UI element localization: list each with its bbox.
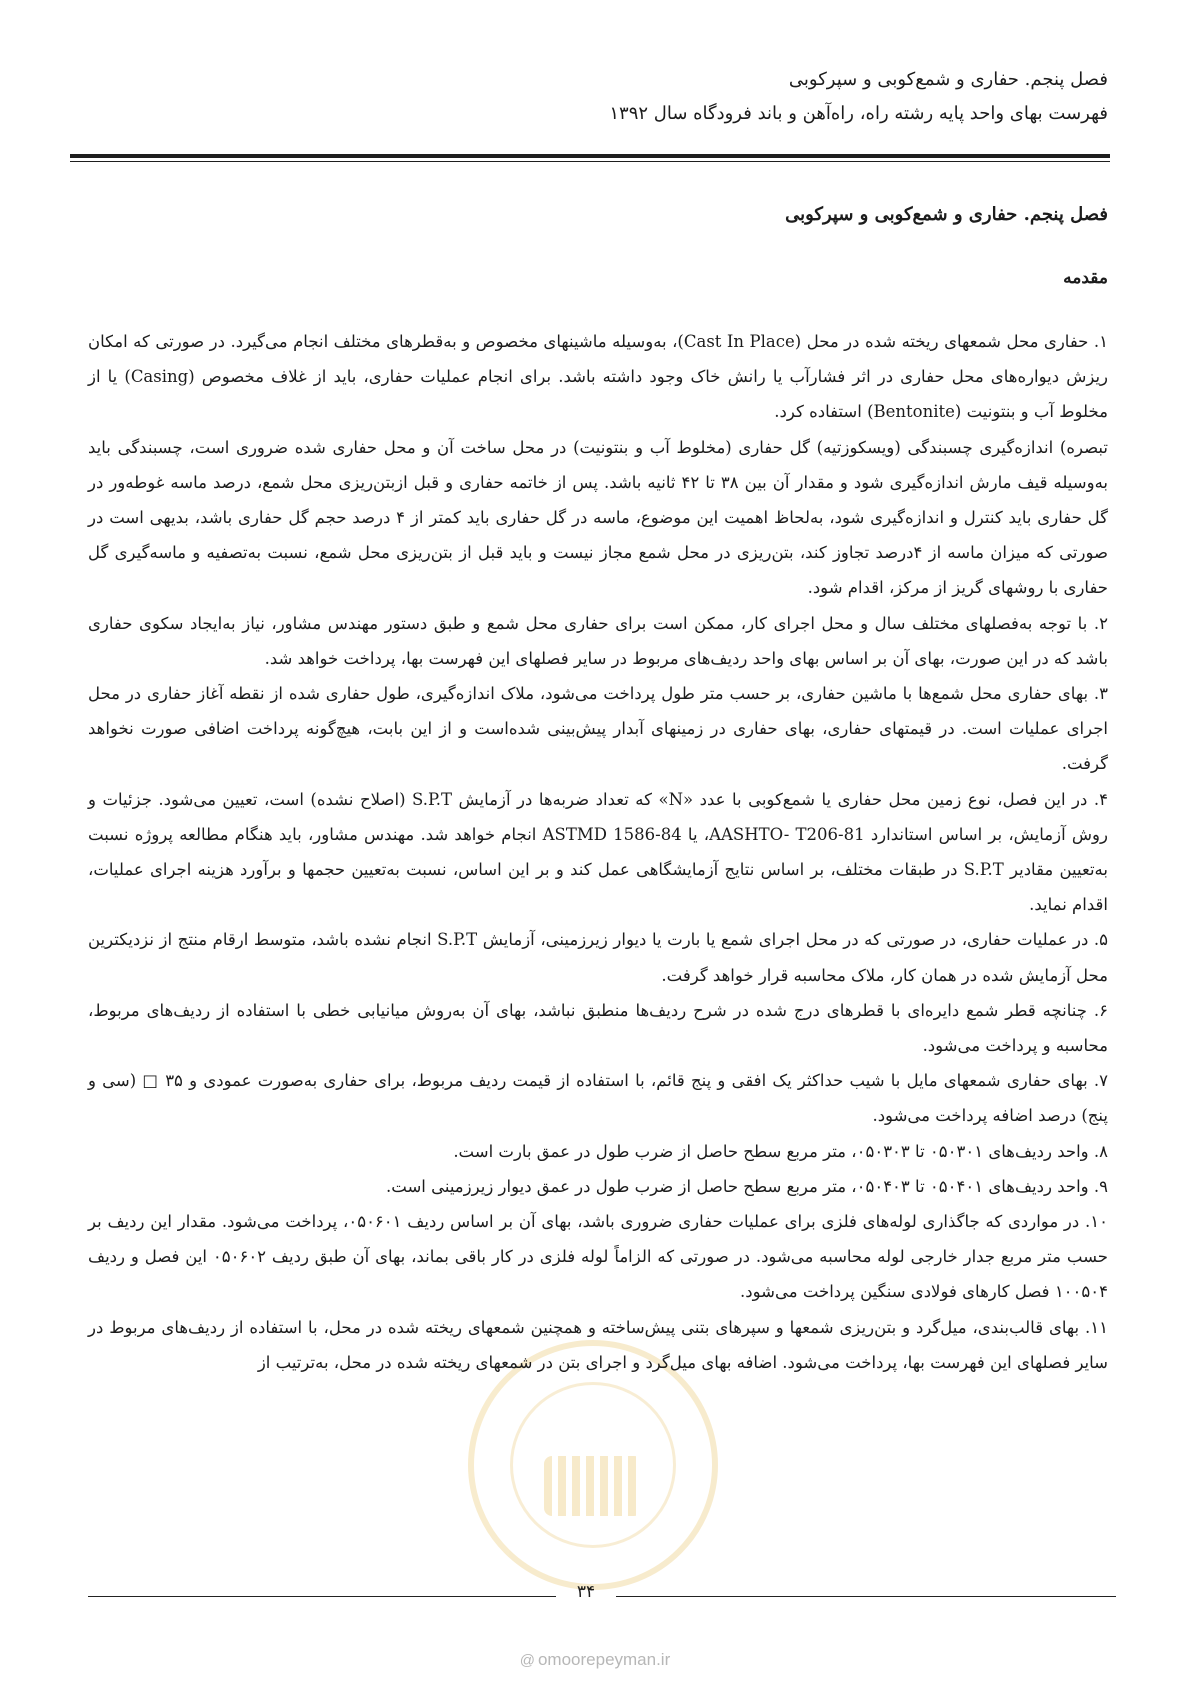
footer-rule-right <box>616 1596 1116 1597</box>
paragraph-3: ۳. بهای حفاری محل شمع‌ها با ماشین حفاری، بر حسب متر طول پرداخت می‌شود، ملاک اندازه‌گیری، طول حفاری شده از نقطه آغاز حفاری در محل اجرای عملیات است. در قیمتهای حفاری، بهای حفاری در زمینهای آبدار پیش‌بینی شده‌است و از این بابت، هیچ‌گونه پرداخت اضافی صورت نخواهد گرفت. <box>88 684 1108 774</box>
running-header-chapter: فصل پنجم. حفاری و شمع‌کوبی و سپرکوبی <box>788 69 1108 90</box>
page-number: ۳۴ <box>576 1582 596 1602</box>
chapter-title: فصل پنجم. حفاری و شمع‌کوبی و سپرکوبی <box>785 204 1108 225</box>
paragraph-11: ۱۱. بهای قالب‌بندی، میل‌گرد و بتن‌ریزی شمعها و سپرهای بتنی پیش‌ساخته و همچنین شمعهای ریخته شده در محل، با استفاده از ردیف‌های مربوط در سایر فصلهای این فهرست بها، پرداخت می‌شود. اضافه بهای میل‌گرد و اجرای بتن در شمعهای ریخته شده در محل، به‌ترتیب از <box>88 1317 1108 1372</box>
paragraph-2: ۲. با توجه به‌فصلهای مختلف سال و محل اجرای کار، ممکن است برای حفاری محل شمع و طبق دستور مهندس مشاور، نیاز به‌ایجاد سکوی حفاری باشد که در این صورت، بهای آن بر اساس بهای واحد ردیف‌های مربوط در سایر فصلهای این فهرست بها، پرداخت خواهد شد. <box>88 613 1108 668</box>
watermark-url <box>0 1650 1190 1670</box>
paragraph-note: تبصره) اندازه‌گیری چسبندگی (ویسکوزتیه) گل حفاری (مخلوط آب و بنتونیت) در محل ساخت آن و محل حفاری شده ضروری است، چسبندگی باید به‌وسیله قیف مارش اندازه‌گیری شود و مقدار آن بین ۳۸ تا ۴۲ ثانیه باشد. پس از خاتمه حفاری و قبل ازبتن‌ریزی محل شمع، درصد ماسه غوطه‌ور در گل حفاری باید کنترل و اندازه‌گیری شود، به‌لحاظ اهمیت این موضوع، ماسه در گل حفاری باید کمتر از ۴ درصد حجم گل حفاری باشد، بدیهی است در صورتی که میزان ماسه از ۴درصد تجاوز کند، بتن‌ریزی در محل شمع مجاز نیست و باید قبل از بتن‌ریزی محل شمع، نسبت به‌تصفیه و ماسه‌گیری گل حفاری با روشهای گریز از مرکز، اقدام شود. <box>88 437 1109 598</box>
running-header-list-title: فهرست بهای واحد پایه رشته راه، راه‌آهن و باند فرودگاه سال ۱۳۹۲ <box>609 103 1108 124</box>
footer-rule-left <box>88 1596 556 1597</box>
header-rule-thick <box>70 154 1110 158</box>
paragraph-5: ۵. در عملیات حفاری، در صورتی که در محل اجرای شمع یا بارت یا دیوار زیرزمینی، آزمایش S.P.T انجام نشده باشد، متوسط ارقام منتج از نزدیکترین محل آزمایش شده در همان کار، ملاک محاسبه قرار خواهد گرفت. <box>88 930 1108 985</box>
header-rule-thin <box>70 161 1110 162</box>
at-icon: @ <box>519 1652 535 1669</box>
paragraph-10: ۱۰. در مواردی که جاگذاری لوله‌های فلزی برای عملیات حفاری ضروری باشد، بهای آن بر اساس ردیف ۰۵۰۶۰۱، پرداخت می‌شود. مقدار این ردیف بر حسب متر مربع جدار خارجی لوله محاسبه می‌شود. در صورتی که الزاماً لوله فلزی در کار باقی بماند، بهای آن طبق ردیف ۰۵۰۶۰۲ این فصل و ردیف ۱۰۰۵۰۴ فصل کارهای فولادی سنگین پرداخت می‌شود. <box>88 1212 1108 1302</box>
paragraph-9: ۹. واحد ردیف‌های ۰۵۰۴۰۱ تا ۰۵۰۴۰۳، متر مربع سطح حاصل از ضرب طول در عمق دیوار زیرزمینی است. <box>386 1176 1108 1196</box>
section-heading-introduction: مقدمه <box>1063 268 1108 288</box>
paragraph-8: ۸. واحد ردیف‌های ۰۵۰۳۰۱ تا ۰۵۰۳۰۳، متر مربع سطح حاصل از ضرب طول در عمق بارت است. <box>453 1141 1108 1161</box>
paragraph-1: ۱. حفاری محل شمعهای ریخته شده در محل (Cast In Place)، به‌وسیله ماشینهای مخصوص و به‌قطرهای مختلف انجام می‌گیرد. در صورتی که امکان ریزش دیواره‌های محل حفاری در اثر فشارآب یا رانش خاک وجود داشته باشد. برای انجام عملیات حفاری، باید از غلاف مخصوص (Casing) یا از مخلوط آب و بنتونیت (Bentonite) استفاده کرد. <box>88 332 1109 422</box>
body-text <box>88 324 1108 1380</box>
paragraph-7: ۷. بهای حفاری شمعهای مایل با شیب حداکثر یک افقی و پنج قائم، با استفاده از قیمت ردیف مربوط، برای حفاری به‌صورت عمودی و ۳۵ □ (سی و پنج) درصد اضافه پرداخت می‌شود. <box>88 1071 1108 1126</box>
watermark-gear-icon <box>544 1456 642 1516</box>
watermark-url-text: omoorepeyman.ir <box>537 1650 671 1669</box>
paragraph-4: ۴. در این فصل، نوع زمین محل حفاری یا شمع‌کوبی با عدد «N» که تعداد ضربه‌ها در آزمایش S.P.T (اصلاح نشده) است، تعیین می‌شود. جزئیات و روش آزمایش، بر اساس استاندارد AASHTO- T206-81، یا ASTMD 1586-84 انجام خواهد شد. مهندس مشاور، باید هنگام مطالعه پروژه نسبت به‌تعیین مقادیر S.P.T در طبقات مختلف، بر اساس نتایج آزمایشگاهی عمل کند و بر این اساس، نسبت به‌تعیین حجمها و برآورد هزینه اجرای عملیات، اقدام نماید. <box>88 789 1108 915</box>
paragraph-6: ۶. چنانچه قطر شمع دایره‌ای با قطرهای درج شده در شرح ردیف‌ها منطبق نباشد، بهای آن به‌روش میانیابی خطی با استفاده از ردیف‌های مربوط، محاسبه و پرداخت می‌شود. <box>88 1000 1108 1056</box>
